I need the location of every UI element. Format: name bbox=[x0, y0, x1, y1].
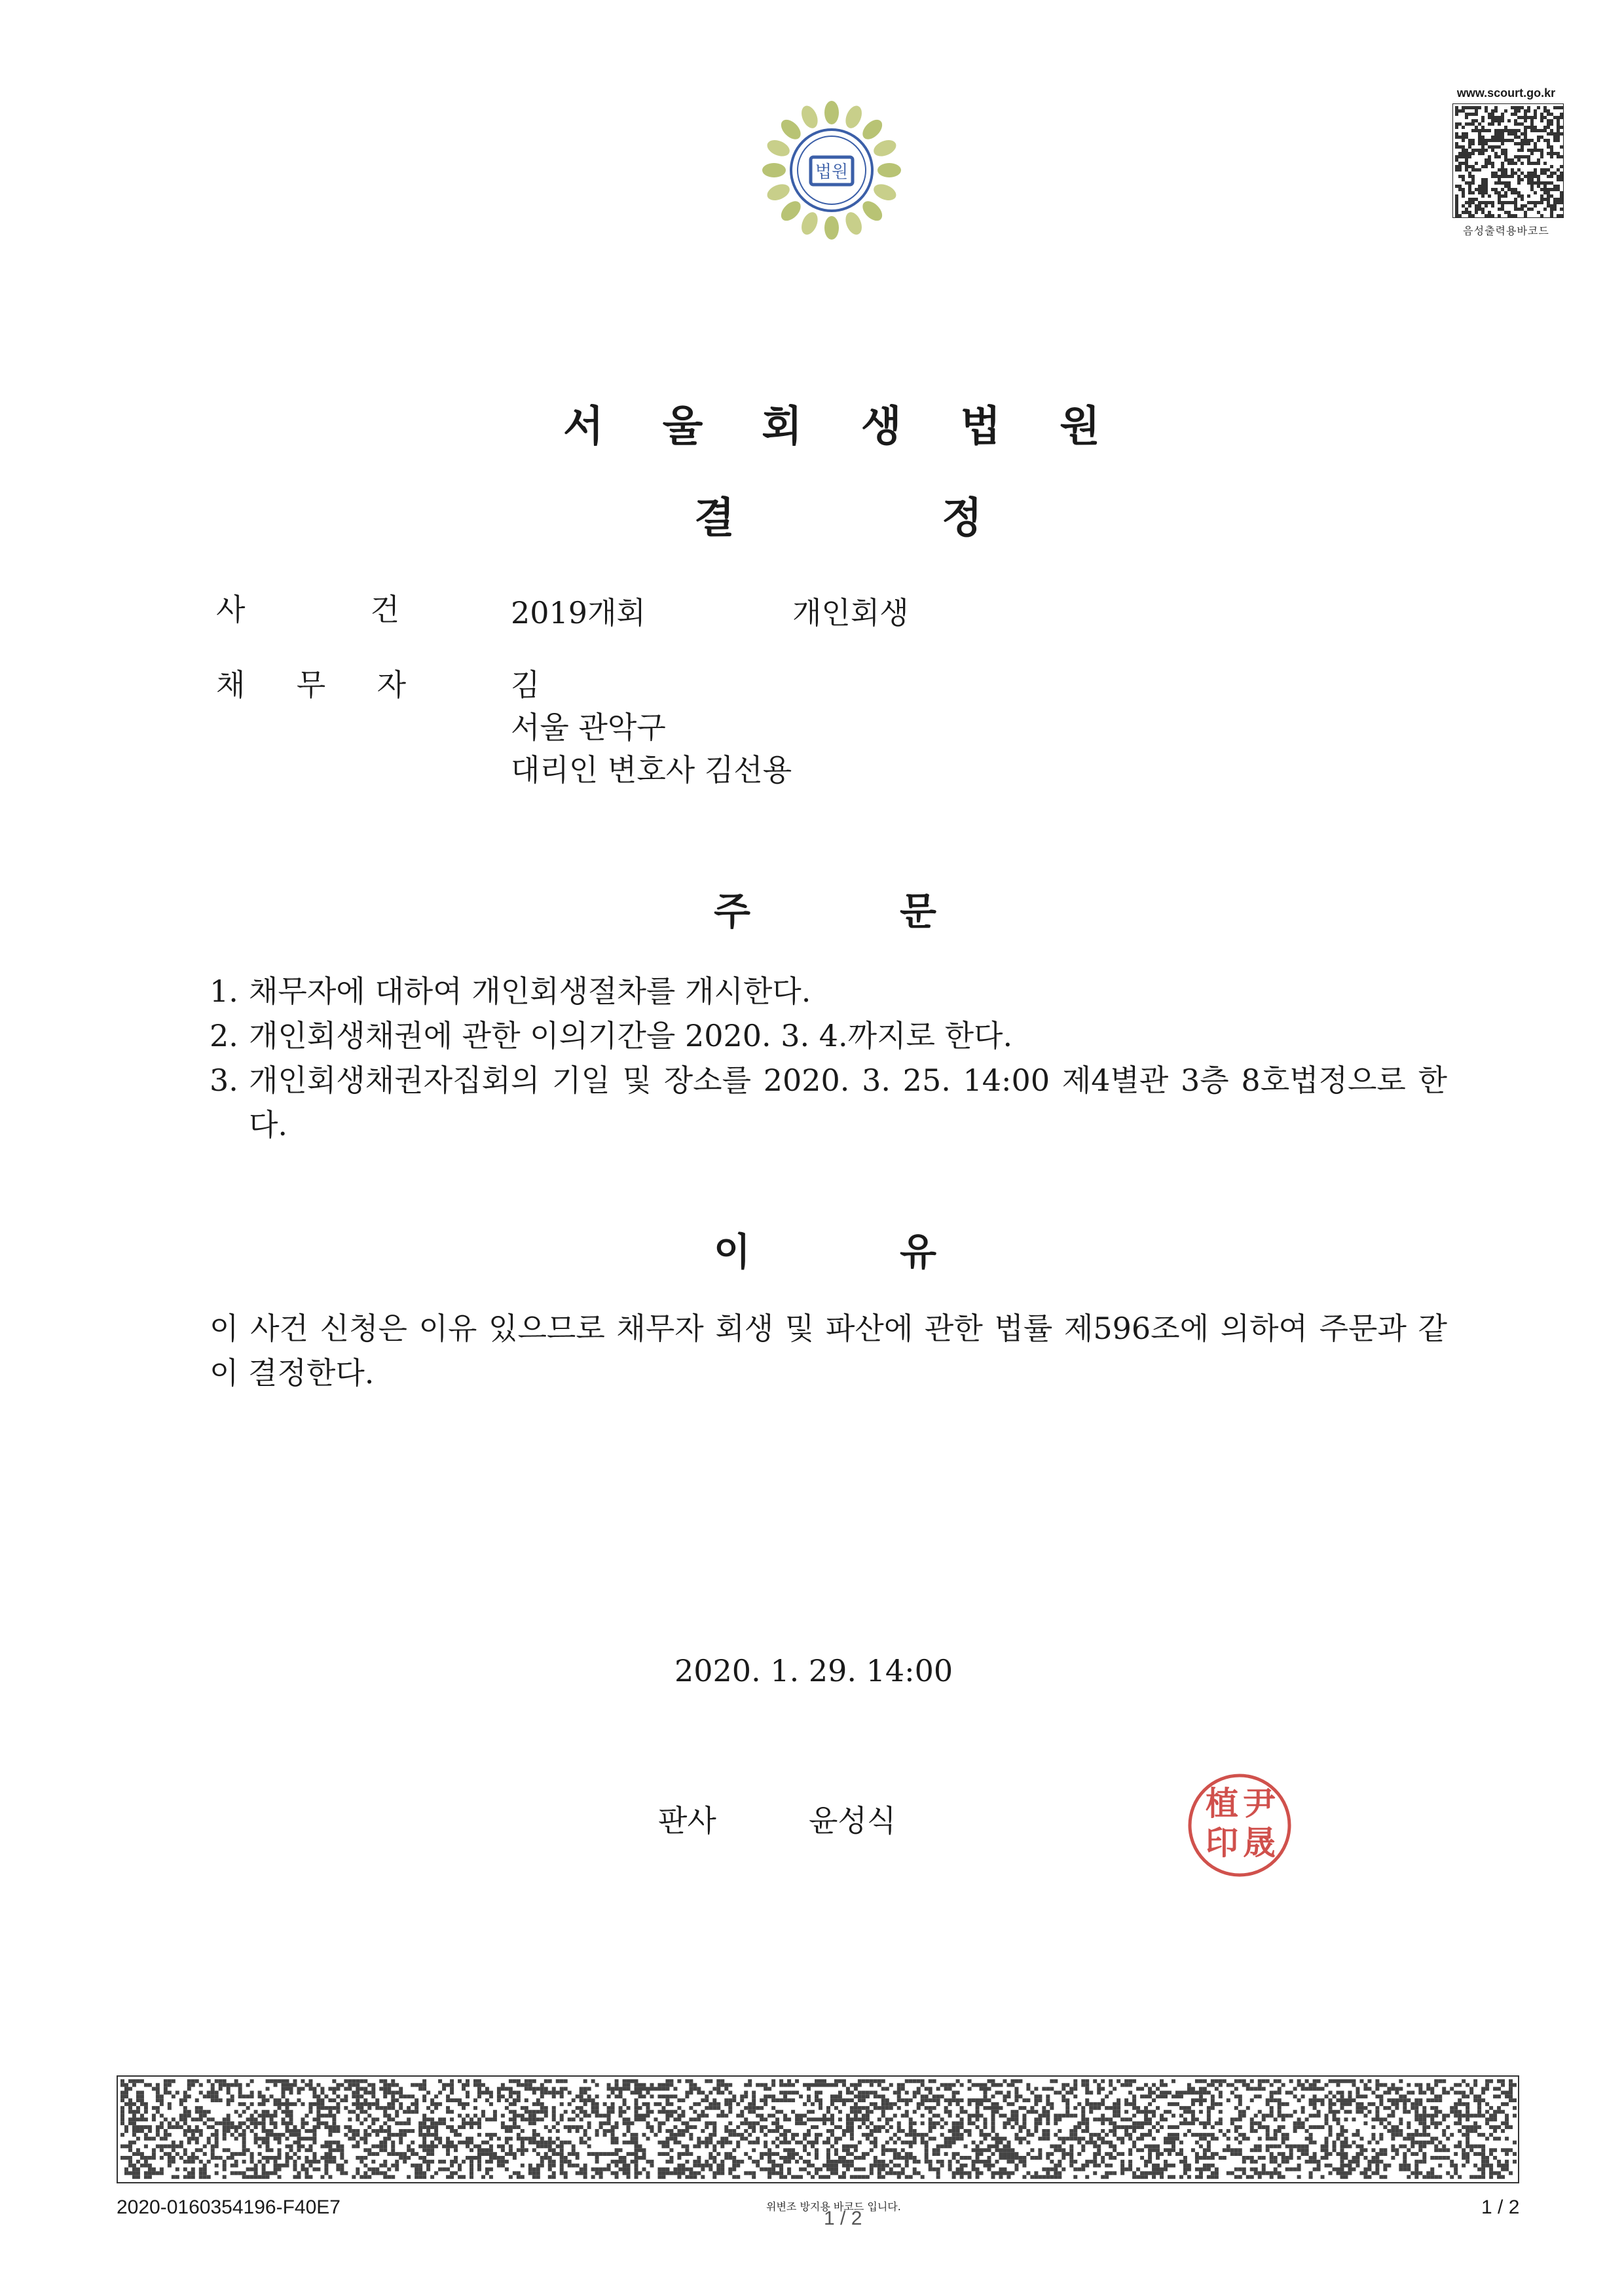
order-item-text: 개인회생채권자집회의 기일 및 장소를 2020. 3. 25. 14:00 제4별관 3층 8호법정으로 한다. bbox=[249, 1063, 1447, 1142]
title-char: 생 bbox=[860, 403, 902, 451]
judge-title: 판사 bbox=[658, 1803, 716, 1838]
case-type: 개인회생 bbox=[792, 595, 909, 630]
title-char: 법 bbox=[960, 403, 1001, 451]
order-item-number: 1. bbox=[210, 974, 238, 1009]
title-char: 서 bbox=[563, 403, 604, 451]
judge-seal-stamp bbox=[1184, 1768, 1295, 1882]
order-heading: 주 문 bbox=[714, 889, 936, 934]
reason-heading: 이 유 bbox=[714, 1230, 936, 1274]
title-char: 원 bbox=[1060, 403, 1100, 451]
order-item-text: 개인회생채권에 관한 이의기간을 2020. 3. 4.까지로 한다. bbox=[249, 1018, 1013, 1053]
barcode-note: 위변조 방지용 바코드 입니다. bbox=[766, 2200, 901, 2213]
judge-name: 윤성식 bbox=[809, 1803, 896, 1838]
svg-text:植: 植 bbox=[1206, 1784, 1238, 1823]
anti-forgery-barcode bbox=[117, 2075, 1519, 2183]
case-number: 2019개회 bbox=[511, 595, 646, 630]
title-char: 정 bbox=[942, 494, 982, 543]
order-item-text: 채무자에 대하여 개인회생절차를 개시한다. bbox=[249, 974, 811, 1009]
emblem-label: 법원 bbox=[815, 162, 849, 182]
order-item-number: 3. bbox=[210, 1063, 238, 1098]
case-label: 사 건 bbox=[216, 592, 399, 627]
voice-output-barcode-icon bbox=[1452, 103, 1564, 218]
reason-text: 이 사건 신청은 이유 있으므로 채무자 회생 및 파산에 관한 법률 제596조에 의하여 주문과 같이 결정한다. bbox=[210, 1311, 1447, 1391]
court-name-title bbox=[563, 393, 1100, 453]
barcode-caption: 음성출력용바코드 bbox=[1463, 225, 1549, 237]
title-char: 결 bbox=[694, 494, 735, 543]
debtor-name: 김 bbox=[511, 667, 540, 702]
order-item bbox=[210, 1058, 1447, 1147]
order-item bbox=[210, 969, 1447, 1013]
court-emblem-icon bbox=[753, 92, 910, 249]
debtor-agent: 대리인 변호사 김선용 bbox=[511, 752, 792, 788]
title-char: 회 bbox=[762, 403, 803, 451]
order-list bbox=[210, 969, 1447, 1147]
document-type-title bbox=[694, 484, 982, 545]
document-id: 2020-0160354196-F40E7 bbox=[117, 2196, 341, 2218]
page-number-right: 1 / 2 bbox=[1481, 2196, 1520, 2218]
court-website-url: www.scourt.go.kr bbox=[1456, 86, 1556, 100]
title-char: 울 bbox=[662, 403, 703, 451]
svg-text:晟: 晟 bbox=[1243, 1823, 1276, 1862]
decision-date: 2020. 1. 29. 14:00 bbox=[674, 1653, 953, 1688]
svg-text:尹: 尹 bbox=[1243, 1784, 1276, 1823]
order-item bbox=[210, 1013, 1447, 1058]
svg-text:印: 印 bbox=[1206, 1823, 1238, 1862]
page-number-center: 1 / 2 bbox=[824, 2208, 862, 2229]
debtor-address: 서울 관악구 bbox=[511, 710, 666, 745]
order-item-number: 2. bbox=[210, 1018, 238, 1053]
debtor-label: 채 무 자 bbox=[216, 667, 406, 702]
